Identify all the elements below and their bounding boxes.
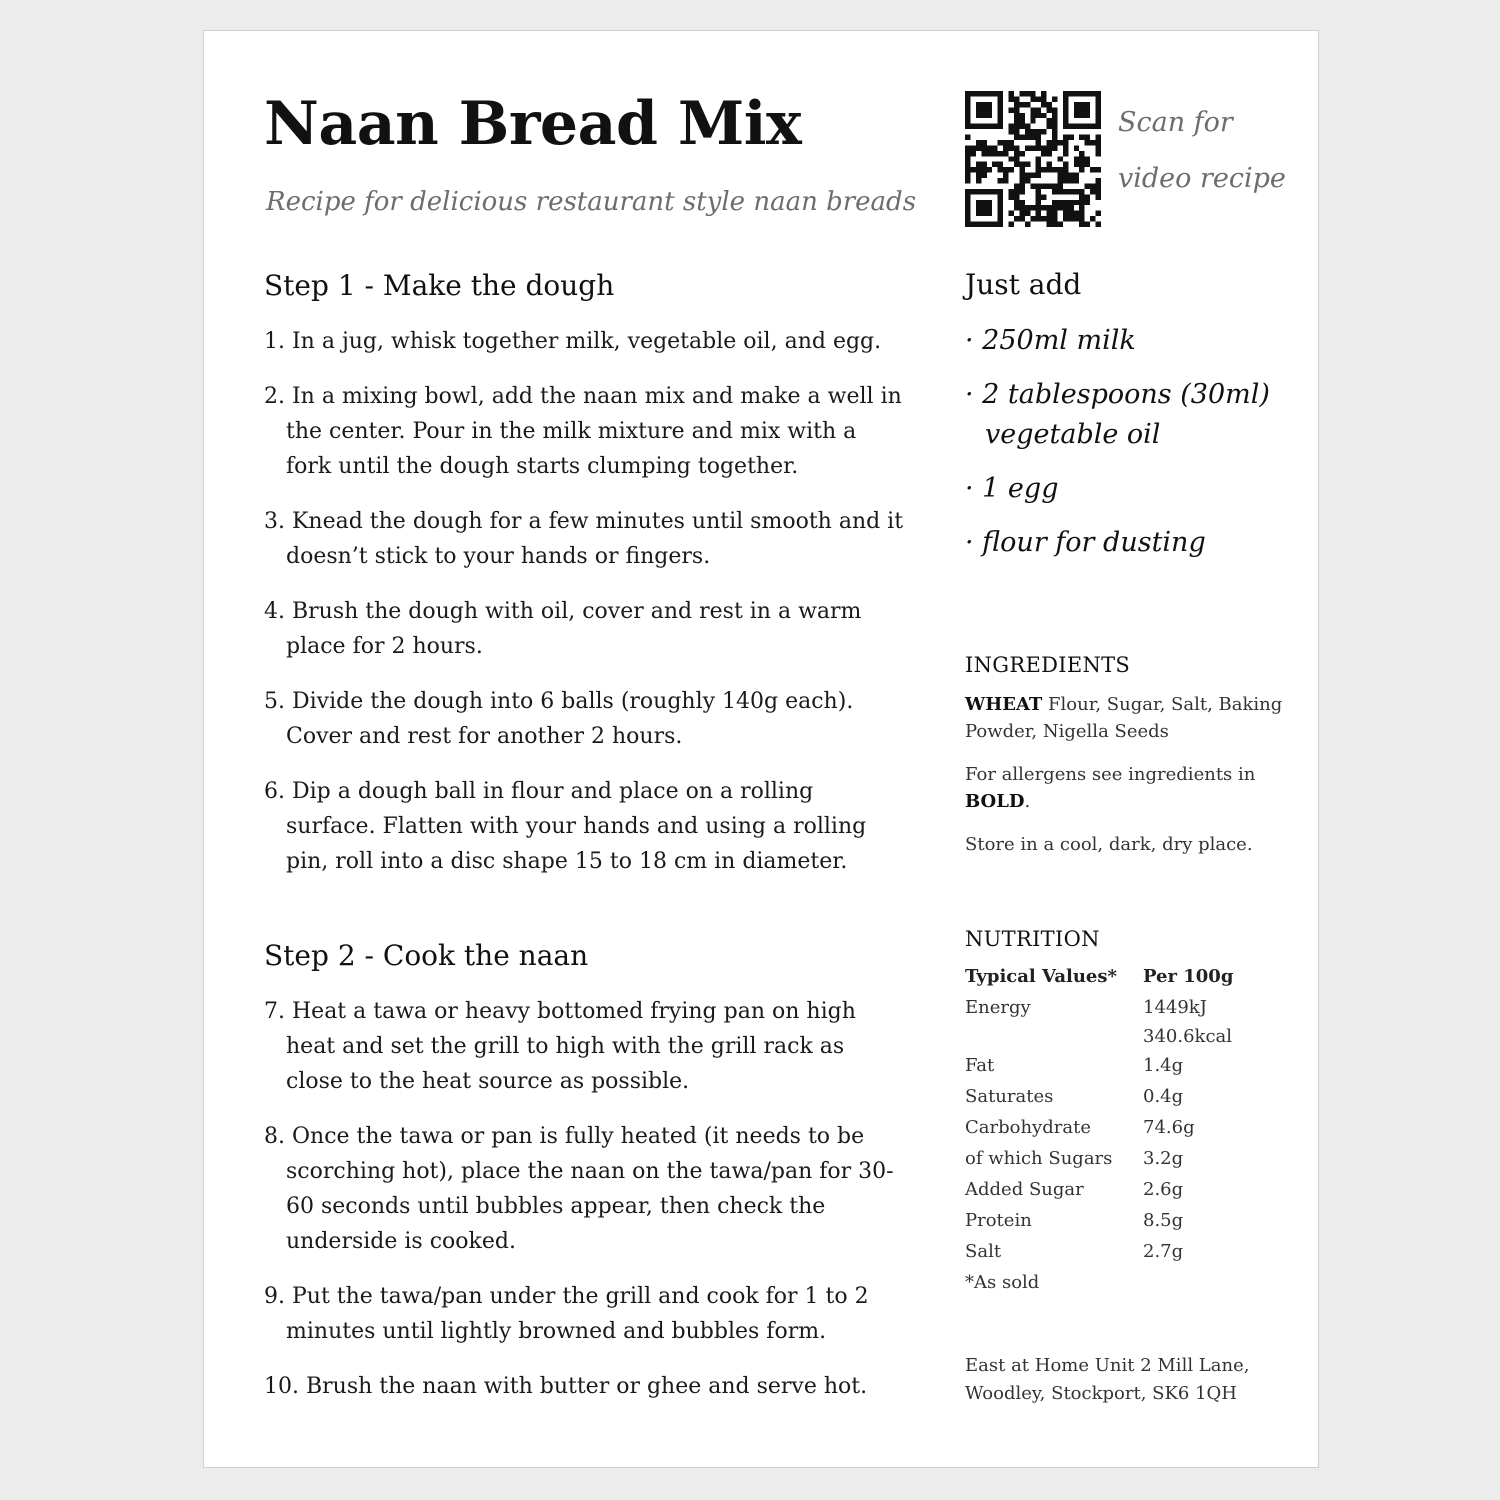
step2-list xyxy=(264,994,904,1424)
table-row: Energy 1449kJ xyxy=(965,997,1207,1018)
table-row: 340.6kcal xyxy=(1143,1026,1233,1047)
qr-caption-line: video recipe xyxy=(1118,163,1286,194)
step-item: 4. Brush the dough with oil, cover and rest in a warm place for 2 hours. xyxy=(264,599,862,659)
step-item: 3. Knead the dough for a few minutes until smooth and it doesn’t stick to your hands or fingers. xyxy=(264,509,904,569)
qr-code-icon[interactable] xyxy=(965,91,1101,227)
page-title: Naan Bread Mix xyxy=(264,89,802,159)
step-item: 5. Divide the dough into 6 balls (roughly 140g each). Cover and rest for another 2 hours. xyxy=(264,689,854,749)
just-add-list xyxy=(965,321,1295,577)
table-row: of which Sugars 3.2g xyxy=(965,1148,1184,1169)
just-add-heading: Just add xyxy=(965,268,1082,301)
step-item: 1. In a jug, whisk together milk, vegetable oil, and egg. xyxy=(264,329,882,354)
step-item: 8. Once the tawa or pan is fully heated (it needs to be scorching hot), place the naan on the tawa/pan for 30-60 seconds until bubbles appear, then check the underside is cooked. xyxy=(264,1124,894,1254)
step1-heading: Step 1 - Make the dough xyxy=(264,269,615,302)
address-line: Woodley, Stockport, SK6 1QH xyxy=(965,1383,1237,1404)
step-item: 6. Dip a dough ball in flour and place on a rolling surface. Flatten with your hands and using a rolling pin, roll into a disc shape 15 to 18 cm in diameter. xyxy=(264,779,867,874)
just-add-item: · 2 tablespoons (30ml) vegetable oil xyxy=(965,379,1270,450)
step-item: 2. In a mixing bowl, add the naan mix and make a well in the center. Pour in the milk mixture and mix with a fork until the dough starts clumping together. xyxy=(264,384,902,479)
just-add-item: · 250ml milk xyxy=(965,325,1136,356)
qr-caption-line: Scan for xyxy=(1118,107,1233,138)
table-row: Protein 8.5g xyxy=(965,1210,1184,1231)
ingredients-list: WHEAT Flour, Sugar, Salt, Baking Powder, Nigella Seeds xyxy=(965,694,1283,742)
table-row: Salt 2.7g xyxy=(965,1241,1184,1262)
ingredients-section xyxy=(965,653,1295,874)
address-line: East at Home Unit 2 Mill Lane, xyxy=(965,1355,1250,1376)
nutrition-heading: NUTRITION xyxy=(965,927,1100,951)
just-add-item: · 1 egg xyxy=(965,473,1059,504)
nutrition-section xyxy=(965,927,1295,1314)
nutrition-col-label: Typical Values* xyxy=(965,966,1117,987)
qr-caption xyxy=(1118,95,1308,207)
ingredients-heading: INGREDIENTS xyxy=(965,653,1131,677)
allergen-note: For allergens see ingredients in BOLD. xyxy=(965,764,1256,812)
nutrition-header-row xyxy=(965,961,1233,992)
nutrition-table xyxy=(965,961,1233,1267)
page-subtitle: Recipe for delicious restaurant style naan breads xyxy=(266,187,917,217)
table-row: Fat 1.4g xyxy=(965,1055,1184,1076)
recipe-card xyxy=(203,30,1319,1468)
table-row: Added Sugar 2.6g xyxy=(965,1179,1184,1200)
step-item: 9. Put the tawa/pan under the grill and cook for 1 to 2 minutes until lightly browned and bubbles form. xyxy=(264,1284,869,1344)
table-row: Saturates 0.4g xyxy=(965,1086,1184,1107)
nutrition-col-value: Per 100g xyxy=(1143,966,1234,987)
company-address xyxy=(965,1352,1295,1408)
table-row: Carbohydrate 74.6g xyxy=(965,1117,1195,1138)
nutrition-footnote: *As sold xyxy=(965,1272,1040,1293)
allergen-word: WHEAT xyxy=(965,694,1043,715)
step2-heading: Step 2 - Cook the naan xyxy=(264,939,589,972)
step1-list xyxy=(264,324,904,899)
storage-note: Store in a cool, dark, dry place. xyxy=(965,834,1253,855)
step-item: 10. Brush the naan with butter or ghee and serve hot. xyxy=(264,1374,868,1399)
just-add-item: · flour for dusting xyxy=(965,527,1206,558)
step-item: 7. Heat a tawa or heavy bottomed frying pan on high heat and set the grill to high with the grill rack as close to the heat source as possible. xyxy=(264,999,856,1094)
